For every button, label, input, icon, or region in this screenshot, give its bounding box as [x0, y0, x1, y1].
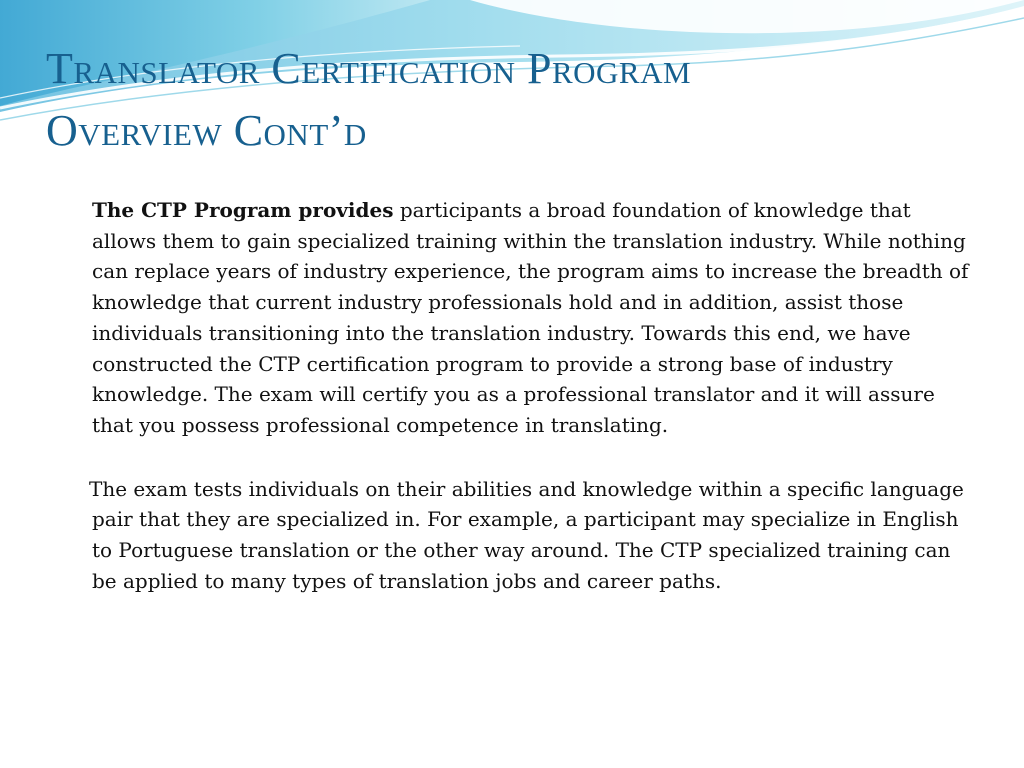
paragraph-exam-description: The exam tests individuals on their abilities and knowledge within a specific language pair that they are specialized in. For example, a participant may specialize in English to Portuguese translation or the other way around. The CTP specialized training can be applied to many types of translation jobs and career paths. [89, 476, 964, 593]
slide-body [89, 195, 972, 596]
paragraph-lead-text: The CTP Program provides [92, 198, 394, 222]
slide-title-line-2: Overview Cont’d [46, 106, 367, 155]
paragraph-program-overview [92, 195, 972, 441]
paragraph-text: participants a broad foundation of knowledge that allows them to gain specialized training within the translation industry. While nothing can replace years of industry experience, the program aims to increase the breadth of knowledge that current industry professionals hold and in addition, assist those individuals transitioning into the translation industry. Towards this end, we have constructed the CTP certification program to provide a strong base of industry knowledge. The exam will certify you as a professional translator and it will assure that you possess professional competence in translating. [92, 198, 969, 437]
slide-title-line-1: Translator Certification Program [46, 44, 692, 93]
slide-title [46, 38, 946, 162]
